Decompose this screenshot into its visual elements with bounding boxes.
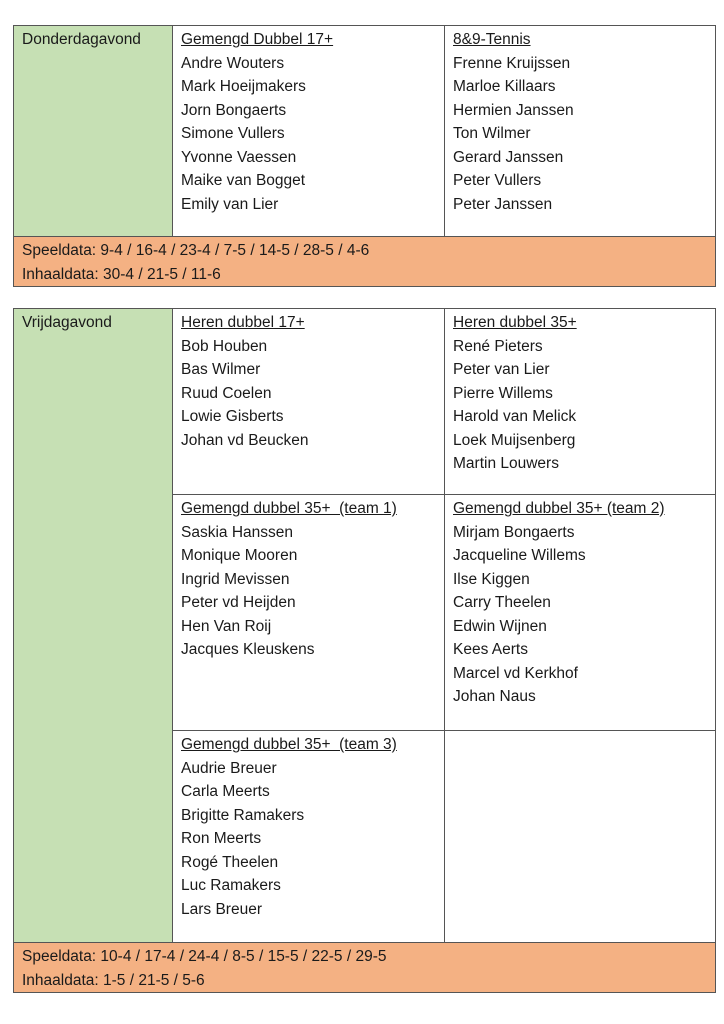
player-name: Bob Houben <box>181 337 268 355</box>
player-name: Luc Ramakers <box>181 877 281 894</box>
dates-cell <box>14 237 716 287</box>
player-name: Gerard Janssen <box>453 148 564 166</box>
player-name: Ron Meerts <box>181 830 262 847</box>
player-name: Carla Meerts <box>181 783 270 800</box>
player-name: Mirjam Bongaerts <box>453 523 575 541</box>
player-name: Ruud Coelen <box>181 384 272 402</box>
team-title: Heren dubbel 35+ <box>453 314 577 331</box>
dates-cell <box>14 943 716 993</box>
player-name: Ton Wilmer <box>453 125 531 142</box>
player-name: Emily van Lier <box>181 195 279 213</box>
player-name: Marcel vd Kerkhof <box>453 664 578 682</box>
player-name: Andre Wouters <box>181 54 285 72</box>
player-name: Rogé Theelen <box>181 853 279 871</box>
empty-cell <box>445 731 716 943</box>
player-name: Saskia Hanssen <box>181 523 294 541</box>
player-name: Martin Louwers <box>453 455 559 472</box>
player-name: Peter vd Heijden <box>181 594 296 611</box>
team-cell <box>445 309 716 495</box>
team-title: Gemengd Dubbel 17+ <box>181 31 334 48</box>
player-name: Johan Naus <box>453 688 536 705</box>
player-name: Kees Aerts <box>453 641 528 658</box>
player-name: Bas Wilmer <box>181 361 261 378</box>
day-cell <box>14 309 173 943</box>
player-name: Audrie Breuer <box>181 759 277 777</box>
inhaaldata-text: Inhaaldata: 1-5 / 21-5 / 5-6 <box>22 971 205 989</box>
player-name: Carry Theelen <box>453 594 551 611</box>
player-name: Maike van Bogget <box>181 172 306 189</box>
day-label: Donderdagavond <box>22 31 141 48</box>
team-title: Heren dubbel 17+ <box>181 314 305 331</box>
player-name: Jorn Bongaerts <box>181 101 287 119</box>
player-name: René Pieters <box>453 337 543 355</box>
day-label: Vrijdagavond <box>22 314 112 331</box>
team-cell <box>445 495 716 731</box>
player-name: Lowie Gisberts <box>181 408 284 425</box>
player-name: Peter Vullers <box>453 172 542 189</box>
team-title: Gemengd dubbel 35+ (team 1) <box>181 500 397 517</box>
player-name: Yvonne Vaessen <box>181 148 297 166</box>
speeldata-text: Speeldata: 10-4 / 17-4 / 24-4 / 8-5 / 15-5 / 22-5 / 29-5 <box>22 948 387 965</box>
team-title: Gemengd dubbel 35+ (team 3) <box>181 736 397 753</box>
team-cell <box>173 309 445 495</box>
schedule-table-friday <box>13 308 716 993</box>
player-name: Mark Hoeijmakers <box>181 78 306 95</box>
player-name: Jacques Kleuskens <box>181 641 315 658</box>
team-title: Gemengd dubbel 35+ (team 2) <box>453 500 665 517</box>
player-name: Harold van Melick <box>453 408 577 425</box>
player-name: Hen Van Roij <box>181 617 272 635</box>
player-name: Peter van Lier <box>453 361 550 378</box>
speeldata-text: Speeldata: 9-4 / 16-4 / 23-4 / 7-5 / 14-5 / 28-5 / 4-6 <box>22 242 370 259</box>
player-name: Simone Vullers <box>181 125 285 142</box>
team-cell <box>173 26 445 237</box>
player-name: Lars Breuer <box>181 900 262 918</box>
player-name: Ingrid Mevissen <box>181 570 290 588</box>
player-name: Johan vd Beucken <box>181 431 309 449</box>
player-name: Jacqueline Willems <box>453 547 586 564</box>
player-name: Pierre Willems <box>453 384 553 402</box>
player-name: Monique Mooren <box>181 547 298 564</box>
day-cell <box>14 26 173 237</box>
team-cell <box>173 731 445 943</box>
player-name: Marloe Killaars <box>453 78 556 95</box>
player-name: Brigitte Ramakers <box>181 806 305 824</box>
schedule-table-thursday <box>13 25 716 287</box>
player-name: Edwin Wijnen <box>453 617 547 635</box>
player-name: Hermien Janssen <box>453 101 574 119</box>
player-name: Peter Janssen <box>453 195 553 213</box>
team-title: 8&9-Tennis <box>453 31 531 48</box>
player-name: Frenne Kruijssen <box>453 54 571 72</box>
team-cell <box>445 26 716 237</box>
player-name: Loek Muijsenberg <box>453 431 576 449</box>
player-name: Ilse Kiggen <box>453 570 530 588</box>
inhaaldata-text: Inhaaldata: 30-4 / 21-5 / 11-6 <box>22 265 221 283</box>
team-cell <box>173 495 445 731</box>
